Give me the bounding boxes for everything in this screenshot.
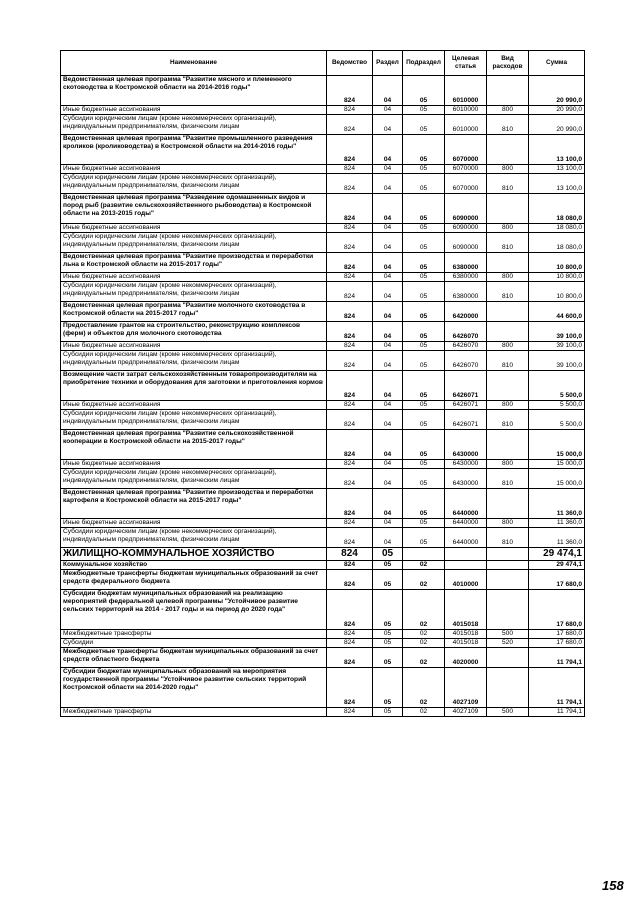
header-razdel: Раздел [373,51,403,76]
row-name: Возмещение части затрат сельскохозяйственным товаропроизводителям на приобретение техники и оборудования для заготовки и приготовления кормов [61,371,327,401]
row-name: Межбюджетные трансферты [61,630,327,639]
row-podrazdel: 05 [403,430,445,460]
row-ved: 824 [327,668,373,708]
row-target-article: 4015018 [445,590,487,630]
row-target-article: 6010000 [445,76,487,106]
row-name: Иные бюджетные ассигнования [61,342,327,351]
row-podrazdel: 05 [403,115,445,135]
table-header-row [61,51,585,76]
row-expense-type: 810 [487,282,529,302]
table-row [61,469,585,489]
row-razdel: 04 [373,410,403,430]
row-expense-type [487,322,529,342]
row-target-article: 4015018 [445,630,487,639]
table-row [61,322,585,342]
table-row [61,708,585,717]
row-razdel: 04 [373,194,403,224]
row-ved: 824 [327,342,373,351]
row-target-article: 6440000 [445,519,487,528]
table-row [61,371,585,401]
row-name: Субсидии юридическим лицам (кроме некоммерческих организаций), индивидуальным предпринимателям, физическим лицам [61,528,327,548]
table-row [61,590,585,630]
row-razdel: 04 [373,253,403,273]
table-row [61,630,585,639]
row-target-article: 6430000 [445,469,487,489]
table-row [61,165,585,174]
row-razdel: 04 [373,351,403,371]
row-target-article: 6430000 [445,430,487,460]
row-target-article: 6010000 [445,115,487,135]
row-name: Ведомственная целевая программа "Развитие молочного скотоводства в Костромской области на 2015-2017 годы" [61,302,327,322]
row-target-article: 6430000 [445,460,487,469]
row-razdel: 04 [373,233,403,253]
row-ved: 824 [327,708,373,717]
row-target-article: 6380000 [445,273,487,282]
row-name: Субсидии бюджетам муниципальных образований на мероприятия государственной программы "Устойчивое развитие сельских территорий Костромской области на 2014-2020 годы" [61,668,327,708]
header-expense-type: Вид расходов [487,51,529,76]
row-target-article: 6440000 [445,489,487,519]
row-sum: 44 600,0 [529,302,585,322]
row-razdel: 05 [373,570,403,590]
row-expense-type: 500 [487,708,529,717]
row-name: Ведомственная целевая программа "Развитие сельскохозяйственной кооперации в Костромской области на 2015-2017 годы" [61,430,327,460]
row-name: Субсидии юридическим лицам (кроме некоммерческих организаций), индивидуальным предпринимателям, физическим лицам [61,410,327,430]
row-ved: 824 [327,519,373,528]
row-ved: 824 [327,371,373,401]
row-expense-type: 810 [487,528,529,548]
row-sum: 29 474,1 [529,561,585,570]
row-target-article: 6070000 [445,165,487,174]
table-row [61,233,585,253]
row-target-article: 4020000 [445,648,487,668]
row-expense-type [487,561,529,570]
row-name: Иные бюджетные ассигнования [61,401,327,410]
row-expense-type: 500 [487,630,529,639]
row-target-article: 6090000 [445,224,487,233]
row-name: Иные бюджетные ассигнования [61,165,327,174]
row-podrazdel: 05 [403,528,445,548]
row-expense-type [487,489,529,519]
row-target-article: 6440000 [445,528,487,548]
table-row [61,489,585,519]
row-podrazdel: 05 [403,253,445,273]
row-sum: 18 080,0 [529,224,585,233]
row-podrazdel: 05 [403,519,445,528]
row-expense-type: 810 [487,174,529,194]
row-podrazdel: 02 [403,708,445,717]
row-expense-type [487,548,529,561]
row-podrazdel: 02 [403,570,445,590]
row-sum: 11 360,0 [529,519,585,528]
table-row [61,561,585,570]
row-expense-type [487,570,529,590]
row-podrazdel: 05 [403,233,445,253]
row-ved: 824 [327,322,373,342]
row-name: Ведомственная целевая программа "Разведение одомашненных видов и пород рыб (развитие сельскохозяйственного рыбоводства) в Костромской области на 2013-2015 годы" [61,194,327,224]
row-expense-type [487,668,529,708]
row-razdel: 04 [373,302,403,322]
table-row [61,430,585,460]
table-row [61,460,585,469]
row-ved: 824 [327,401,373,410]
row-target-article [445,561,487,570]
row-podrazdel: 02 [403,590,445,630]
table-row [61,253,585,273]
row-podrazdel: 02 [403,561,445,570]
table-row [61,668,585,708]
table-row [61,224,585,233]
table-row [61,519,585,528]
row-razdel: 05 [373,548,403,561]
row-sum: 15 000,0 [529,460,585,469]
row-podrazdel: 05 [403,165,445,174]
row-ved: 824 [327,233,373,253]
row-podrazdel: 05 [403,174,445,194]
row-podrazdel: 05 [403,282,445,302]
page-number: 158 [602,878,624,893]
row-expense-type [487,371,529,401]
row-podrazdel [403,548,445,561]
row-expense-type: 810 [487,115,529,135]
table-row [61,528,585,548]
row-razdel: 05 [373,630,403,639]
row-ved: 824 [327,76,373,106]
row-razdel: 04 [373,469,403,489]
row-ved: 824 [327,528,373,548]
row-expense-type: 800 [487,224,529,233]
row-ved: 824 [327,469,373,489]
row-ved: 824 [327,174,373,194]
table-row [61,410,585,430]
row-sum: 17 680,0 [529,570,585,590]
row-sum: 15 000,0 [529,469,585,489]
row-name: Иные бюджетные ассигнования [61,106,327,115]
row-target-article: 4015018 [445,639,487,648]
row-podrazdel: 02 [403,668,445,708]
header-ved: Ведомство [327,51,373,76]
row-sum: 5 500,0 [529,410,585,430]
row-sum: 17 680,0 [529,639,585,648]
row-ved: 824 [327,630,373,639]
row-ved: 824 [327,194,373,224]
row-ved: 824 [327,570,373,590]
row-razdel: 05 [373,668,403,708]
row-razdel: 04 [373,489,403,519]
row-sum: 20 990,0 [529,76,585,106]
row-razdel: 04 [373,106,403,115]
row-sum: 20 990,0 [529,106,585,115]
row-name: Ведомственная целевая программа "Развитие производства и переработки льна в Костромской области на 2015-2017 годы" [61,253,327,273]
row-name: Субсидии юридическим лицам (кроме некоммерческих организаций), индивидуальным предпринимателям, физическим лицам [61,115,327,135]
row-ved: 824 [327,282,373,302]
row-ved: 824 [327,561,373,570]
row-ved: 824 [327,590,373,630]
row-razdel: 04 [373,401,403,410]
row-razdel: 04 [373,371,403,401]
row-razdel: 05 [373,561,403,570]
row-expense-type [487,648,529,668]
row-razdel: 04 [373,174,403,194]
row-target-article: 4010000 [445,570,487,590]
row-expense-type: 800 [487,273,529,282]
row-sum: 18 080,0 [529,194,585,224]
row-sum: 20 990,0 [529,115,585,135]
row-target-article: 6380000 [445,282,487,302]
row-expense-type: 810 [487,410,529,430]
row-razdel: 05 [373,708,403,717]
row-podrazdel: 05 [403,135,445,165]
table-row [61,639,585,648]
row-name: Субсидии [61,639,327,648]
table-row [61,282,585,302]
row-name: Иные бюджетные ассигнования [61,224,327,233]
row-name: Ведомственная целевая программа "Развитие производства и переработки картофеля в Костромской области на 2015-2017 годы" [61,489,327,519]
row-razdel: 04 [373,342,403,351]
row-ved: 824 [327,460,373,469]
row-name: Ведомственная целевая программа "Развитие мясного и племенного скотоводства в Костромской области на 2014-2016 годы" [61,76,327,106]
row-name: Субсидии юридическим лицам (кроме некоммерческих организаций), индивидуальным предпринимателям, физическим лицам [61,174,327,194]
row-sum: 13 100,0 [529,135,585,165]
row-sum: 11 794,1 [529,648,585,668]
row-expense-type: 800 [487,460,529,469]
row-ved: 824 [327,165,373,174]
row-ved: 824 [327,135,373,165]
row-podrazdel: 05 [403,273,445,282]
row-podrazdel: 05 [403,224,445,233]
table-row [61,548,585,561]
row-expense-type: 520 [487,639,529,648]
header-name: Наименование [61,51,327,76]
row-target-article: 6010000 [445,106,487,115]
row-sum: 15 000,0 [529,430,585,460]
row-podrazdel: 05 [403,76,445,106]
row-sum: 18 080,0 [529,233,585,253]
row-target-article: 4027109 [445,708,487,717]
row-target-article [445,548,487,561]
row-name: Межбюджетные трансферты бюджетам муниципальных образований за счет средств федерального бюджета [61,570,327,590]
row-target-article: 4027109 [445,668,487,708]
row-sum: 10 800,0 [529,273,585,282]
row-sum: 5 500,0 [529,401,585,410]
row-name: Межбюджетные трансферты [61,708,327,717]
row-target-article: 6380000 [445,253,487,273]
row-target-article: 6090000 [445,233,487,253]
row-ved: 824 [327,489,373,519]
row-razdel: 05 [373,590,403,630]
row-razdel: 04 [373,165,403,174]
row-target-article: 6090000 [445,194,487,224]
table-row [61,351,585,371]
table-row [61,135,585,165]
row-name: Иные бюджетные ассигнования [61,273,327,282]
row-target-article: 6426070 [445,322,487,342]
row-podrazdel: 05 [403,469,445,489]
row-sum: 11 360,0 [529,489,585,519]
row-podrazdel: 05 [403,489,445,519]
row-ved: 824 [327,253,373,273]
row-expense-type: 810 [487,469,529,489]
row-ved: 824 [327,430,373,460]
row-ved: 824 [327,273,373,282]
row-expense-type: 810 [487,351,529,371]
row-razdel: 04 [373,430,403,460]
row-target-article: 6070000 [445,135,487,165]
row-expense-type [487,590,529,630]
row-sum: 39 100,0 [529,342,585,351]
row-name: Коммунальное хозяйство [61,561,327,570]
row-podrazdel: 05 [403,460,445,469]
row-ved: 824 [327,351,373,371]
row-expense-type: 800 [487,342,529,351]
row-razdel: 05 [373,639,403,648]
row-razdel: 04 [373,135,403,165]
row-target-article: 6426070 [445,342,487,351]
row-expense-type [487,253,529,273]
row-podrazdel: 05 [403,371,445,401]
row-target-article: 6426070 [445,351,487,371]
row-name: Субсидии юридическим лицам (кроме некоммерческих организаций), индивидуальным предпринимателям, физическим лицам [61,282,327,302]
row-sum: 29 474,1 [529,548,585,561]
row-expense-type: 800 [487,165,529,174]
table-row [61,570,585,590]
row-podrazdel: 05 [403,351,445,371]
row-razdel: 04 [373,528,403,548]
row-sum: 39 100,0 [529,322,585,342]
row-razdel: 05 [373,648,403,668]
row-target-article: 6420000 [445,302,487,322]
row-expense-type: 800 [487,106,529,115]
row-expense-type [487,135,529,165]
row-name: Субсидии юридическим лицам (кроме некоммерческих организаций), индивидуальным предпринимателям, физическим лицам [61,233,327,253]
row-sum: 11 794,1 [529,668,585,708]
row-razdel: 04 [373,224,403,233]
row-sum: 10 800,0 [529,282,585,302]
row-sum: 13 100,0 [529,165,585,174]
row-sum: 11 794,1 [529,708,585,717]
row-podrazdel: 02 [403,639,445,648]
row-razdel: 04 [373,322,403,342]
row-target-article: 6426071 [445,410,487,430]
row-name: Ведомственная целевая программа "Развитие промышленного разведения кроликов (кролиководства) в Костромской области на 2014-2016 годы" [61,135,327,165]
row-target-article: 6426071 [445,401,487,410]
row-sum: 11 360,0 [529,528,585,548]
row-ved: 824 [327,410,373,430]
row-name: Иные бюджетные ассигнования [61,519,327,528]
row-expense-type [487,194,529,224]
row-razdel: 04 [373,76,403,106]
row-expense-type: 800 [487,519,529,528]
row-razdel: 04 [373,460,403,469]
row-podrazdel: 05 [403,410,445,430]
row-expense-type [487,76,529,106]
row-sum: 13 100,0 [529,174,585,194]
header-sum: Сумма [529,51,585,76]
row-sum: 39 100,0 [529,351,585,371]
budget-table [60,50,585,717]
row-ved: 824 [327,106,373,115]
row-ved: 824 [327,639,373,648]
row-podrazdel: 02 [403,630,445,639]
row-ved: 824 [327,648,373,668]
table-row [61,194,585,224]
table-row [61,115,585,135]
row-ved: 824 [327,115,373,135]
row-podrazdel: 02 [403,648,445,668]
row-name: Субсидии юридическим лицам (кроме некоммерческих организаций), индивидуальным предпринимателям, физическим лицам [61,351,327,371]
table-row [61,401,585,410]
row-name: Предоставление грантов на строительство, реконструкцию комплексов (ферм) и объектов для молочного скотоводства [61,322,327,342]
row-name: Субсидии юридическим лицам (кроме некоммерческих организаций), индивидуальным предпринимателям, физическим лицам [61,469,327,489]
row-expense-type: 810 [487,233,529,253]
row-podrazdel: 05 [403,194,445,224]
row-podrazdel: 05 [403,342,445,351]
row-ved: 824 [327,302,373,322]
row-sum: 17 680,0 [529,590,585,630]
row-name: Субсидии бюджетам муниципальных образований на реализацию мероприятий федеральной целевой программы "Устойчивое развитие сельских территорий на 2014 - 2017 годы и на период до 2020 года" [61,590,327,630]
table-row [61,273,585,282]
row-razdel: 04 [373,115,403,135]
row-target-article: 6426071 [445,371,487,401]
row-podrazdel: 05 [403,302,445,322]
row-expense-type [487,430,529,460]
row-razdel: 04 [373,282,403,302]
table-row [61,302,585,322]
row-razdel: 04 [373,273,403,282]
table-row [61,76,585,106]
row-ved: 824 [327,548,373,561]
header-target-article: Целевая статья [445,51,487,76]
row-sum: 10 800,0 [529,253,585,273]
row-ved: 824 [327,224,373,233]
row-razdel: 04 [373,519,403,528]
row-expense-type: 800 [487,401,529,410]
row-sum: 17 680,0 [529,630,585,639]
header-podrazdel: Подраздел [403,51,445,76]
table-row [61,106,585,115]
row-target-article: 6070000 [445,174,487,194]
row-podrazdel: 05 [403,106,445,115]
row-podrazdel: 05 [403,322,445,342]
row-expense-type [487,302,529,322]
row-sum: 5 500,0 [529,371,585,401]
table-row [61,648,585,668]
row-name: ЖИЛИЩНО-КОММУНАЛЬНОЕ ХОЗЯЙСТВО [61,548,327,561]
row-name: Иные бюджетные ассигнования [61,460,327,469]
table-row [61,342,585,351]
row-name: Межбюджетные трансферты бюджетам муниципальных образований за счет средств областного бюджета [61,648,327,668]
row-podrazdel: 05 [403,401,445,410]
table-row [61,174,585,194]
